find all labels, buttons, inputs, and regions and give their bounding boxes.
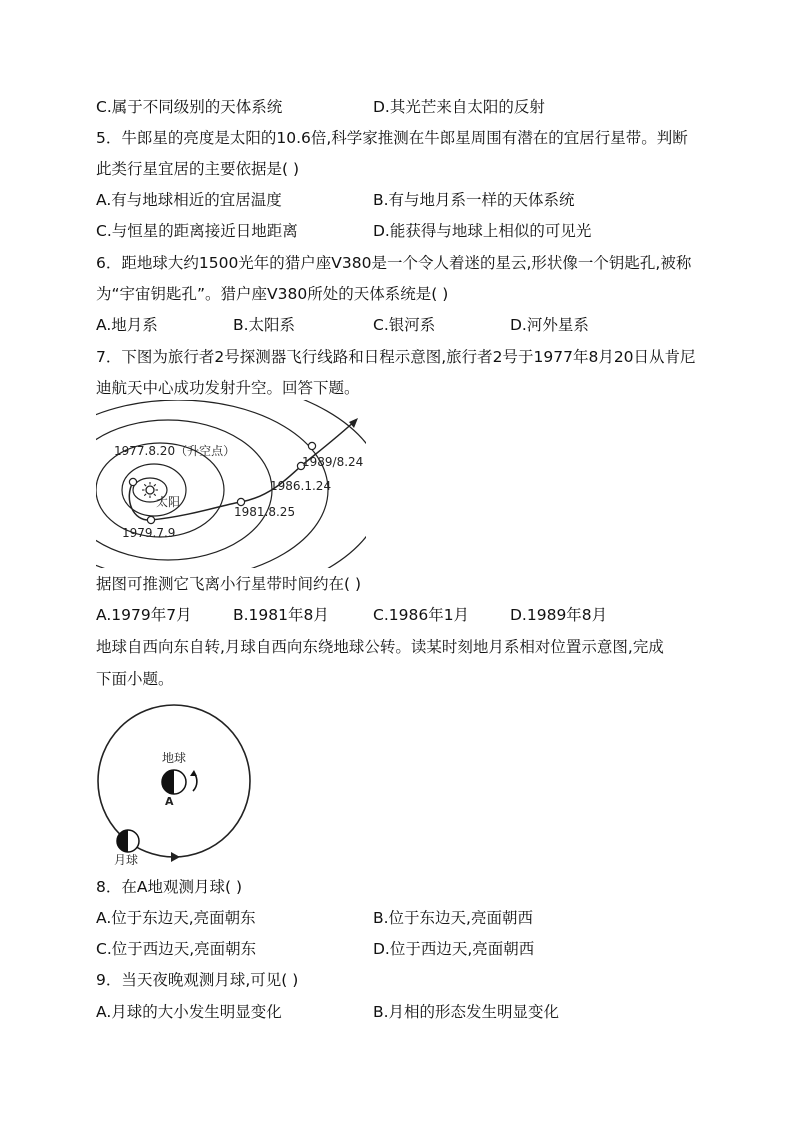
passage-line1: 地球自西向东自转,月球自西向东绕地球公转。读某时刻地月系相对位置示意图,完成 xyxy=(96,638,664,656)
q5-option-b: B.有与地月系一样的天体系统 xyxy=(373,191,575,209)
earth-moon-diagram xyxy=(90,696,270,871)
q6-option-a: A.地月系 xyxy=(96,316,158,334)
q6-option-b: B.太阳系 xyxy=(233,316,296,334)
moon-label: 月球 xyxy=(114,853,139,867)
launch-label: 1977.8.20（升空点） xyxy=(114,444,236,458)
waypoint-1979 xyxy=(147,516,154,523)
q4-option-c: C.属于不同级别的天体系统 xyxy=(96,98,283,116)
q5-stem-line1: 5．牛郎星的亮度是太阳的10.6倍,科学家推测在牛郎星周围有潜在的宜居行星带。判断 xyxy=(96,129,688,147)
label-1981: 1981.8.25 xyxy=(234,505,296,519)
label-1979: 1979.7.9 xyxy=(122,526,176,540)
q9-stem: 9．当天夜晚观测月球,可见( ) xyxy=(96,971,299,989)
voyager-trajectory-diagram xyxy=(96,400,366,568)
point-a-label: A xyxy=(165,795,174,808)
q7-stem-line2: 迪航天中心成功发射升空。回答下题。 xyxy=(96,379,360,397)
q5-option-a: A.有与地球相近的宜居温度 xyxy=(96,191,282,209)
label-1986: 1986.1.24 xyxy=(270,479,332,493)
earth-label: 地球 xyxy=(162,751,187,765)
q5-option-d: D.能获得与地球上相似的可见光 xyxy=(373,222,592,240)
q7-option-a: A.1979年7月 xyxy=(96,606,192,624)
label-1989: 1989/8.24 xyxy=(302,455,364,469)
q8-option-c: C.位于西边天,亮面朝东 xyxy=(96,940,257,958)
waypoint-1989 xyxy=(308,442,315,449)
q8-option-d: D.位于西边天,亮面朝西 xyxy=(373,940,535,958)
q8-stem: 8．在A地观测月球( ) xyxy=(96,878,242,896)
q4-option-d: D.其光芒来自太阳的反射 xyxy=(373,98,545,116)
q6-option-c: C.银河系 xyxy=(373,316,436,334)
q7-stem-line1: 7．下图为旅行者2号探测器飞行线路和日程示意图,旅行者2号于1977年8月20日从肯尼 xyxy=(96,348,696,366)
orbit-arrow-icon xyxy=(171,852,180,862)
q8-option-a: A.位于东边天,亮面朝东 xyxy=(96,909,256,927)
q9-option-b: B.月相的形态发生明显变化 xyxy=(373,1003,560,1021)
q6-stem-line1: 6．距地球大约1500光年的猎户座V380是一个令人着迷的星云,形状像一个钥匙孔,被称 xyxy=(96,254,692,272)
waypoint-1977 xyxy=(129,478,136,485)
q6-option-d: D.河外星系 xyxy=(510,316,589,334)
moon-icon xyxy=(117,830,139,852)
q8-option-b: B.位于东边天,亮面朝西 xyxy=(373,909,533,927)
q6-stem-line2: 为“宇宙钥匙孔”。猎户座V380所处的天体系统是( ) xyxy=(96,285,449,303)
earth-icon xyxy=(162,770,186,794)
q7-question: 据图可推测它飞离小行星带时间约在( ) xyxy=(96,575,362,593)
q7-option-c: C.1986年1月 xyxy=(373,606,470,624)
passage-line2: 下面小题。 xyxy=(96,670,174,688)
q7-option-b: B.1981年8月 xyxy=(233,606,329,624)
q9-option-a: A.月球的大小发生明显变化 xyxy=(96,1003,282,1021)
q5-option-c: C.与恒星的距离接近日地距离 xyxy=(96,222,298,240)
q7-option-d: D.1989年8月 xyxy=(510,606,608,624)
q5-stem-line2: 此类行星宜居的主要依据是( ) xyxy=(96,160,300,178)
sun-label: 太阳 xyxy=(156,495,181,509)
